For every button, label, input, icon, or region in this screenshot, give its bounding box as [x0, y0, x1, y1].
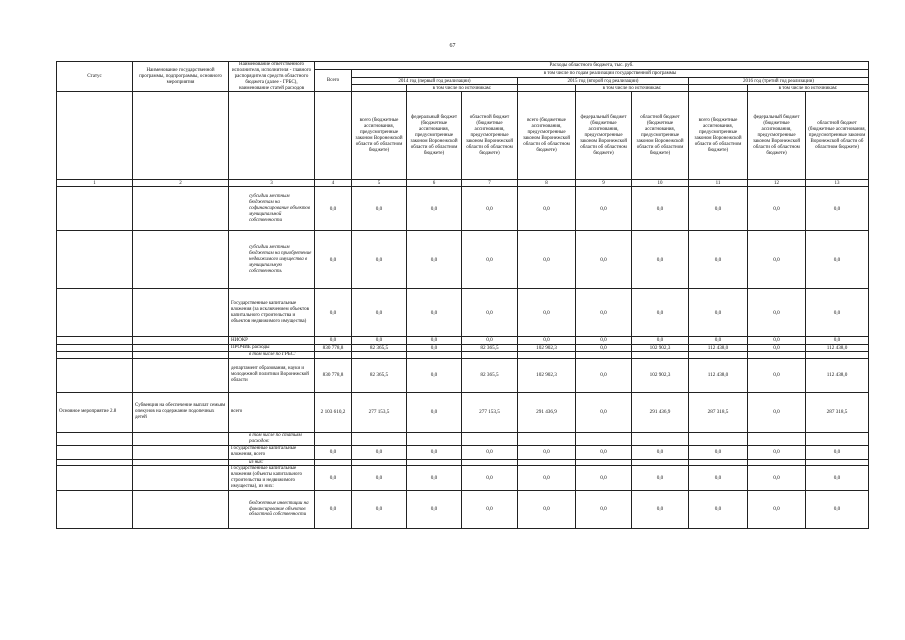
row-value: 0,0: [748, 445, 806, 459]
row-value: 102 902,3: [518, 358, 576, 392]
row-program-name: [133, 344, 229, 351]
row-label: департамент образования, науки и молодежной политики Воронежской области: [229, 358, 315, 392]
row-value: 0,0: [518, 445, 576, 459]
row-value: 0,0: [407, 358, 462, 392]
row-value: 0,0: [748, 358, 806, 392]
row-value: 0,0: [407, 231, 462, 289]
row-value: 0,0: [352, 337, 407, 344]
row-value: 287 318,5: [806, 392, 869, 432]
row-program-name: [133, 459, 229, 466]
row-value: 0,0: [748, 231, 806, 289]
row-value: 0,0: [407, 491, 462, 529]
table-row: [57, 231, 869, 289]
row-status: [57, 459, 133, 466]
row-value: [352, 459, 407, 466]
row-value: 0,0: [407, 337, 462, 344]
row-label: субсидии местным бюджетам на приобретение недвижимого имущества в муниципальную собственность: [229, 231, 315, 289]
row-value: [315, 351, 352, 358]
row-value: 0,0: [748, 392, 806, 432]
row-program-name: [133, 231, 229, 289]
row-value: [806, 432, 869, 445]
row-value: 82 365,5: [352, 358, 407, 392]
row-value: 0,0: [748, 289, 806, 337]
row-value: 82 365,5: [462, 358, 518, 392]
header-federal-2015: федеральный бюджет (бюджетные ассигнования, предусмотренные законом Воронежской области об областном бюджете): [576, 92, 632, 180]
table-row: [57, 351, 869, 358]
row-label: Государственные капитальные вложения (за исключением объектов капитального строительства и объектов недвижимого имущества): [229, 289, 315, 337]
row-value: 0,0: [407, 445, 462, 459]
row-value: [748, 351, 806, 358]
row-value: 287 318,5: [689, 392, 748, 432]
row-label: Государственные капитальные вложения (объекты капитального строительства и недвижимого имущества), из них:: [229, 466, 315, 491]
header-all-2016: всего (бюджетные ассигнования, предусмотренные законом Воронежской области об областном бюджете): [689, 92, 748, 180]
row-value: 112 438,0: [806, 358, 869, 392]
row-value: 0,0: [462, 289, 518, 337]
row-value: 0,0: [576, 187, 632, 231]
row-value: 0,0: [632, 466, 689, 491]
row-status: [57, 358, 133, 392]
row-value: [632, 459, 689, 466]
row-status: [57, 289, 133, 337]
row-value: [806, 351, 869, 358]
header-federal-2016: федеральный бюджет (бюджетные ассигнования, предусмотренные законом Воронежской области об областном бюджете): [748, 92, 806, 180]
row-value: 0,0: [315, 187, 352, 231]
row-program-name: [133, 445, 229, 459]
row-status: [57, 432, 133, 445]
row-program-name: [133, 466, 229, 491]
row-status: [57, 351, 133, 358]
row-program-name: [133, 432, 229, 445]
header-by-sources-2014: в том числе по источникам:: [407, 85, 518, 92]
header-federal-2014: федеральный бюджет (бюджетные ассигнования, предусмотренные законом Воронежской области об областном бюджете): [407, 92, 462, 180]
column-number: 11: [689, 180, 748, 187]
header-by-years: в том числе по годам реализации государственной программы: [352, 70, 869, 78]
row-value: 830 778,8: [315, 358, 352, 392]
row-status: [57, 491, 133, 529]
row-value: 102 902,3: [632, 358, 689, 392]
row-status: [57, 187, 133, 231]
row-value: 0,0: [689, 491, 748, 529]
column-number: 6: [407, 180, 462, 187]
row-label: Государственные капитальные вложения, всего: [229, 445, 315, 459]
row-status: [57, 337, 133, 344]
row-value: 0,0: [748, 491, 806, 529]
row-program-name: [133, 491, 229, 529]
row-value: 82 365,5: [462, 344, 518, 351]
budget-table: [56, 61, 869, 529]
row-program-name: [133, 289, 229, 337]
row-value: [576, 459, 632, 466]
row-value: 0,0: [748, 337, 806, 344]
row-value: 0,0: [576, 358, 632, 392]
column-number: 4: [315, 180, 352, 187]
row-value: [748, 432, 806, 445]
row-value: 0,0: [576, 466, 632, 491]
table-row: [57, 491, 869, 529]
row-program-name: [133, 358, 229, 392]
row-value: 0,0: [576, 231, 632, 289]
row-value: [748, 459, 806, 466]
header-total: Всего: [315, 70, 352, 92]
row-value: 0,0: [576, 289, 632, 337]
row-value: 0,0: [748, 187, 806, 231]
row-value: 830 778,8: [315, 344, 352, 351]
header-executor: Наименование ответственного исполнителя, исполнителя - главного распорядителя средств областного бюджета (далее - ГРБС), наименование статей расходов: [229, 62, 315, 92]
row-value: 0,0: [407, 344, 462, 351]
row-value: 0,0: [352, 289, 407, 337]
row-status: Основное мероприятие 2.8: [57, 392, 133, 432]
row-value: 0,0: [315, 337, 352, 344]
header-program-name: Наименование государственной программы, подпрограммы, основного мероприятия: [133, 62, 229, 92]
header-regional-2014: областной бюджет (бюджетные ассигнования, предусмотренные законом Воронежской области об областном бюджете): [462, 92, 518, 180]
row-value: 0,0: [518, 491, 576, 529]
row-value: 291 436,9: [518, 392, 576, 432]
row-value: 0,0: [576, 445, 632, 459]
row-value: 0,0: [352, 466, 407, 491]
row-value: 0,0: [689, 337, 748, 344]
row-value: 0,0: [632, 187, 689, 231]
column-number: 3: [229, 180, 315, 187]
row-value: 0,0: [407, 187, 462, 231]
row-value: 0,0: [518, 231, 576, 289]
header-by-sources-2016: в том числе по источникам:: [748, 85, 869, 92]
row-value: 277 153,5: [352, 392, 407, 432]
row-value: 0,0: [806, 337, 869, 344]
column-number: 13: [806, 180, 869, 187]
row-value: [632, 351, 689, 358]
table-row: [57, 358, 869, 392]
row-value: [407, 432, 462, 445]
row-value: 0,0: [689, 445, 748, 459]
row-label: НИОКР: [229, 337, 315, 344]
row-value: 0,0: [806, 491, 869, 529]
row-value: [462, 459, 518, 466]
header-by-sources-2015: в том числе по источникам:: [576, 85, 689, 92]
row-value: 0,0: [632, 337, 689, 344]
header-expenses-title: Расходы областного бюджета, тыс. руб.: [315, 62, 869, 70]
row-value: 0,0: [462, 187, 518, 231]
row-value: 0,0: [576, 491, 632, 529]
row-label: в том числе по статьям расходов:: [229, 432, 315, 445]
row-value: 0,0: [352, 445, 407, 459]
row-status: [57, 231, 133, 289]
row-value: 0,0: [462, 466, 518, 491]
table-row: [57, 337, 869, 344]
row-value: 0,0: [407, 289, 462, 337]
row-status: [57, 445, 133, 459]
row-value: 112 438,0: [689, 358, 748, 392]
row-value: 0,0: [576, 344, 632, 351]
row-program-name: [133, 187, 229, 231]
row-value: 0,0: [407, 466, 462, 491]
table-row: [57, 466, 869, 491]
row-value: 102 902,3: [518, 344, 576, 351]
row-label: субсидии местным бюджетам на софинансирование объектов муниципальной собственности: [229, 187, 315, 231]
row-value: 112 438,0: [806, 344, 869, 351]
row-value: [689, 432, 748, 445]
column-number: 7: [462, 180, 518, 187]
row-program-name: Субвенция на обеспечение выплат семьям опекунов на содержание подопечных детей: [133, 392, 229, 432]
row-value: 0,0: [748, 344, 806, 351]
column-number: 12: [748, 180, 806, 187]
row-value: [576, 351, 632, 358]
row-value: [689, 351, 748, 358]
row-value: [462, 432, 518, 445]
row-value: 0,0: [315, 491, 352, 529]
row-value: 0,0: [632, 491, 689, 529]
column-number: 9: [576, 180, 632, 187]
row-label: в том числе по ГРБС:: [229, 351, 315, 358]
table-row: [57, 432, 869, 445]
row-value: 0,0: [518, 337, 576, 344]
row-value: 0,0: [632, 445, 689, 459]
row-value: 0,0: [806, 231, 869, 289]
row-value: [806, 459, 869, 466]
row-value: 0,0: [689, 289, 748, 337]
table-row: [57, 187, 869, 231]
row-value: [352, 432, 407, 445]
row-label: бюджетные инвестиции на финансирование объектов областной собственности: [229, 491, 315, 529]
row-value: [518, 432, 576, 445]
row-value: 277 153,5: [462, 392, 518, 432]
row-value: 0,0: [689, 231, 748, 289]
row-value: 112 438,0: [689, 344, 748, 351]
table-row: [57, 459, 869, 466]
row-value: 0,0: [632, 231, 689, 289]
row-value: [689, 459, 748, 466]
row-value: 0,0: [462, 337, 518, 344]
row-value: [315, 459, 352, 466]
header-status: Статус: [57, 62, 133, 92]
row-value: 0,0: [806, 445, 869, 459]
column-number: 5: [352, 180, 407, 187]
row-value: 0,0: [576, 392, 632, 432]
column-number: 1: [57, 180, 133, 187]
row-value: [576, 432, 632, 445]
header-year-2016: 2016 год (третий год реализации): [689, 78, 869, 85]
header-all-2015: всего (бюджетные ассигнования, предусмотренные законом Воронежской области об областном бюджете): [518, 92, 576, 180]
row-label: всего: [229, 392, 315, 432]
row-value: 82 365,5: [352, 344, 407, 351]
row-value: 291 436,9: [632, 392, 689, 432]
row-value: 0,0: [689, 187, 748, 231]
table-row: [57, 289, 869, 337]
row-value: 0,0: [632, 289, 689, 337]
row-value: 0,0: [315, 289, 352, 337]
row-value: [407, 459, 462, 466]
column-number: 8: [518, 180, 576, 187]
row-value: 0,0: [806, 289, 869, 337]
row-value: [315, 432, 352, 445]
row-value: [518, 459, 576, 466]
row-status: [57, 344, 133, 351]
row-value: 0,0: [518, 289, 576, 337]
row-value: 0,0: [407, 392, 462, 432]
row-value: 0,0: [806, 187, 869, 231]
row-value: 0,0: [352, 491, 407, 529]
row-value: 0,0: [352, 231, 407, 289]
row-value: 0,0: [806, 466, 869, 491]
row-value: 0,0: [576, 337, 632, 344]
row-value: [407, 351, 462, 358]
row-label: ПРОЧИЕ расходы: [229, 344, 315, 351]
header-all-2014: всего (бюджетные ассигнования, предусмотренные законом Воронежской области об областном бюджете): [352, 92, 407, 180]
header-regional-2015: областной бюджет (бюджетные ассигнования, предусмотренные законом Воронежской области об областном бюджете): [632, 92, 689, 180]
row-value: 0,0: [462, 445, 518, 459]
row-value: [352, 351, 407, 358]
row-program-name: [133, 337, 229, 344]
row-status: [57, 466, 133, 491]
row-value: 0,0: [689, 466, 748, 491]
row-value: 0,0: [352, 187, 407, 231]
row-value: 0,0: [315, 466, 352, 491]
row-value: 0,0: [518, 187, 576, 231]
table-row: [57, 344, 869, 351]
row-value: 0,0: [748, 466, 806, 491]
row-value: 0,0: [462, 231, 518, 289]
header-regional-2016: областной бюджет (бюджетные ассигнования, предусмотренные законом Воронежской области об областном бюджете): [806, 92, 869, 180]
row-value: 102 902,3: [632, 344, 689, 351]
row-value: 0,0: [315, 445, 352, 459]
header-year-2014: 2014 год (первый год реализации): [352, 78, 518, 85]
column-number: 10: [632, 180, 689, 187]
row-value: 0,0: [518, 466, 576, 491]
row-value: [518, 351, 576, 358]
table-row: [57, 392, 869, 432]
row-value: 2 103 610,2: [315, 392, 352, 432]
row-value: [632, 432, 689, 445]
row-value: [462, 351, 518, 358]
row-value: 0,0: [315, 231, 352, 289]
column-number: 2: [133, 180, 229, 187]
page-number: 67: [449, 43, 456, 49]
row-label: из них:: [229, 459, 315, 466]
row-program-name: [133, 351, 229, 358]
row-value: 0,0: [462, 491, 518, 529]
header-year-2015: 2015 год (второй год реализации): [518, 78, 689, 85]
table-row: [57, 445, 869, 459]
